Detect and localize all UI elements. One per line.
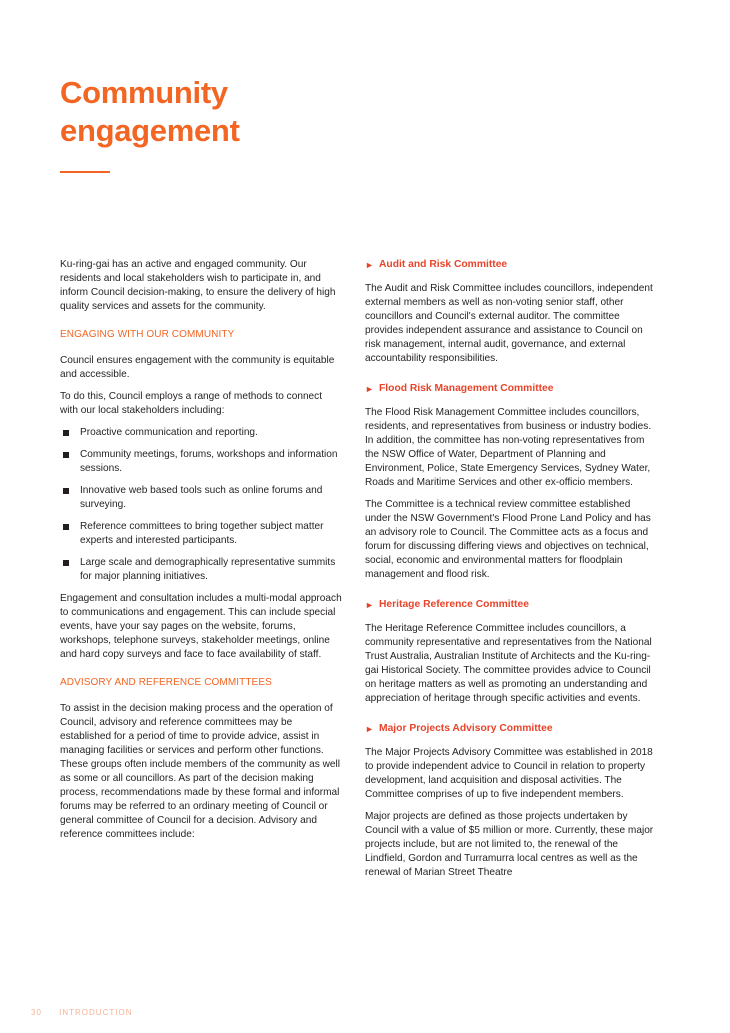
- committee-name: Major Projects Advisory Committee: [379, 723, 553, 734]
- list-item: Innovative web based tools such as online forums and surveying.: [60, 484, 342, 512]
- triangle-right-icon: ►: [365, 724, 374, 734]
- engagement-paragraph: Engagement and consultation includes a multi-modal approach to communications and engagement. This can include special events, have your say pages on the website, forums, workshops, telephone surveys, stakeholder meetings, online and hard copy surveys and face to face availability of staff.: [60, 593, 342, 660]
- committee-name: Audit and Risk Committee: [379, 259, 508, 270]
- committee-name: Flood Risk Management Committee: [379, 383, 554, 394]
- committee-major-projects: [365, 722, 655, 880]
- triangle-right-icon: ►: [365, 384, 374, 394]
- advisory-heading: ADVISORY AND REFERENCE COMMITTEES: [60, 677, 272, 688]
- page-footer: [31, 1008, 132, 1017]
- title-line-1: Community: [60, 75, 228, 110]
- methods-list: [60, 426, 342, 584]
- list-item: Proactive communication and reporting.: [60, 426, 342, 440]
- list-item: Community meetings, forums, workshops and information sessions.: [60, 448, 342, 476]
- committee-paragraph: The Flood Risk Management Committee includes councillors, residents, and representatives from business or industry bodies. In addition, the committee has non-voting representatives from the NSW Office of Water, Department of Planning and Environment, Police, State Emergency Services, Sydney Water, Roads and Maritime Services and other ex-officio members.: [365, 407, 652, 488]
- engaging-heading: ENGAGING WITH OUR COMMUNITY: [60, 329, 235, 340]
- committee-name: Heritage Reference Committee: [379, 599, 529, 610]
- engaging-paragraph-2: To do this, Council employs a range of methods to connect with our local stakeholders including:: [60, 391, 323, 416]
- committee-audit-risk: [365, 258, 655, 366]
- committee-heritage: [365, 598, 655, 706]
- committee-heading: [365, 722, 655, 736]
- page-number: 30: [31, 1008, 42, 1017]
- triangle-right-icon: ►: [365, 260, 374, 270]
- committee-paragraph: The Heritage Reference Committee includes councillors, a community representative and representatives from the National Trust Australia, Australian Institute of Architects and the Ku-ring-gai Historical Society. The committee provides advice to Council on heritage matters as well as promoting an understanding and appreciation of heritage through specific activities and events.: [365, 623, 652, 704]
- list-item: Large scale and demographically representative summits for major planning initiatives.: [60, 556, 342, 584]
- left-column: [60, 258, 342, 850]
- title-line-2: engagement: [60, 113, 240, 148]
- section-label: INTRODUCTION: [59, 1008, 133, 1017]
- committee-flood-risk: [365, 382, 655, 582]
- committee-paragraph: The Committee is a technical review committee established under the NSW Government's Flood Prone Land Policy and has an advisory role to Council. The Committee acts as a focus and forum for discussing differing views and objectives on technical, social, economic and environmental matters for floodplain management and flood risk.: [365, 499, 651, 580]
- triangle-right-icon: ►: [365, 600, 374, 610]
- advisory-paragraph: To assist in the decision making process and the operation of Council, advisory and reference committees may be established for a period of time to provide advice, assist in managing facilities or services and perform other functions. These groups often include members of the community as well as some or all councillors. As part of the decision making process, recommendations made by these formal and informal forums may be referred to an ordinary meeting of Council or general committee of Council for a decision. Advisory and reference committees include:: [60, 703, 340, 840]
- committee-paragraph: The Major Projects Advisory Committee was established in 2018 to provide independent advice to Council in relation to property development, land acquisition and disposal activities. The Committee comprises of up to five independent members.: [365, 747, 653, 800]
- list-item: Reference committees to bring together subject matter experts and interested participants.: [60, 520, 342, 548]
- intro-paragraph: Ku-ring-gai has an active and engaged community. Our residents and local stakeholders wish to participate in, and inform Council decision-making, to ensure the delivery of high quality services and assets for the community.: [60, 259, 336, 312]
- title-underline: [60, 171, 110, 173]
- right-column: [365, 258, 655, 896]
- committee-heading: [365, 258, 655, 272]
- page-title: [60, 74, 240, 150]
- committee-paragraph: Major projects are defined as those projects undertaken by Council with a value of $5 million or more. Currently, these major projects include, but are not limited to, the renewal of the Lindfield, Gordon and Turramurra local centres as well as the renewal of Marian Street Theatre: [365, 811, 654, 878]
- engaging-paragraph-1: Council ensures engagement with the community is equitable and accessible.: [60, 355, 335, 380]
- committee-heading: [365, 598, 655, 612]
- committee-heading: [365, 382, 655, 396]
- committee-paragraph: The Audit and Risk Committee includes councillors, independent external members as well as non-voting senior staff, other councillors and Council's external auditor. The committee provides independent assurance and assistance to Council on risk management, internal audit, governance, and external accountability responsibilities.: [365, 283, 653, 364]
